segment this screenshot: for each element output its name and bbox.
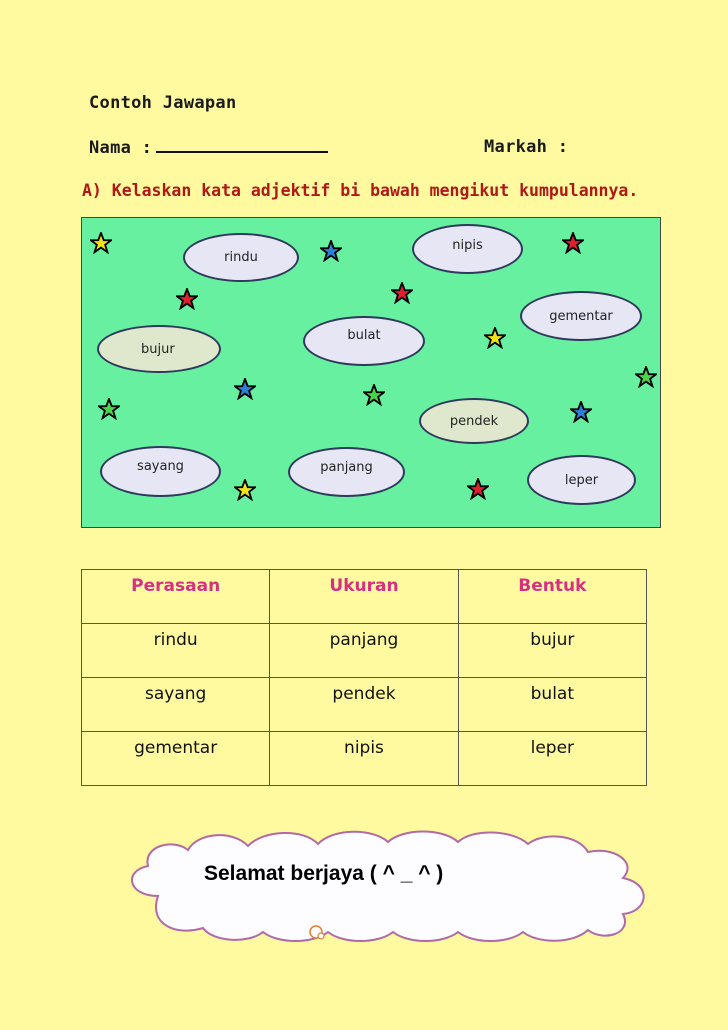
star-icon: [391, 282, 413, 304]
word-oval-panjang: panjang: [288, 447, 405, 497]
star-icon: [467, 478, 489, 500]
table-header-row: [82, 570, 647, 624]
star-icon: [234, 479, 256, 501]
word-oval-leper: leper: [527, 455, 636, 505]
table-row: [82, 678, 647, 732]
star-icon: [176, 288, 198, 310]
word-oval-gementar: gementar: [520, 291, 642, 341]
footer-message: Selamat berjaya ( ^ _ ^ ): [204, 862, 444, 885]
star-icon: [90, 232, 112, 254]
name-field-label: [89, 137, 328, 158]
name-label: Nama :: [89, 138, 153, 158]
table-row: [82, 732, 647, 786]
word-oval-bulat: bulat: [303, 316, 425, 366]
header-ukuran: Ukuran: [270, 570, 458, 624]
table-cell: bulat: [458, 678, 646, 732]
table-cell: leper: [458, 732, 646, 786]
word-oval-pendek: pendek: [419, 398, 529, 444]
table-cell: pendek: [270, 678, 458, 732]
star-icon: [320, 240, 342, 262]
table-cell: nipis: [270, 732, 458, 786]
table-cell: bujur: [458, 624, 646, 678]
name-blank-line: [156, 137, 328, 153]
star-icon: [562, 232, 584, 254]
table-row: [82, 624, 647, 678]
table-cell: gementar: [82, 732, 270, 786]
star-icon: [98, 398, 120, 420]
header-perasaan: Perasaan: [82, 570, 270, 624]
star-icon: [635, 366, 657, 388]
page-title: Contoh Jawapan: [89, 93, 237, 113]
star-icon: [363, 384, 385, 406]
table-cell: sayang: [82, 678, 270, 732]
table-cell: rindu: [82, 624, 270, 678]
answer-table: [81, 569, 647, 786]
word-oval-nipis: nipis: [412, 224, 523, 274]
star-icon: [484, 327, 506, 349]
score-label: Markah :: [484, 137, 569, 157]
word-bank-panel: [81, 217, 661, 528]
word-oval-bujur: bujur: [97, 325, 221, 373]
star-icon: [570, 401, 592, 423]
star-icon: [234, 378, 256, 400]
cloud-shape: [118, 826, 658, 946]
word-oval-rindu: rindu: [183, 233, 299, 282]
instruction-text: A) Kelaskan kata adjektif bi bawah mengikut kumpulannya.: [82, 181, 639, 200]
table-cell: panjang: [270, 624, 458, 678]
header-bentuk: Bentuk: [458, 570, 646, 624]
word-oval-sayang: sayang: [100, 446, 221, 497]
